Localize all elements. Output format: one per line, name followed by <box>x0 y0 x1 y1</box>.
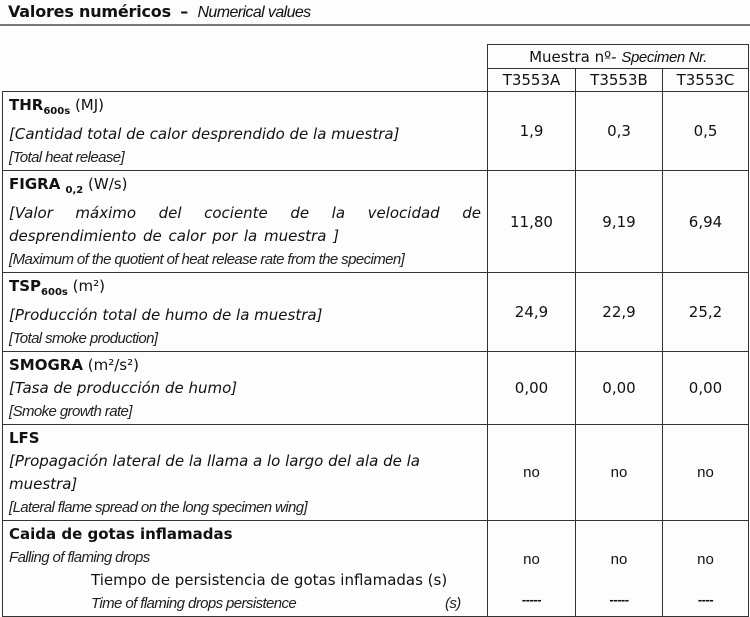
section-title-en: Numerical values <box>197 4 311 21</box>
parameter-desc-en: [Lateral flame spread on the long specimen wing] <box>9 499 308 516</box>
numerical-values-table <box>2 44 749 617</box>
value-cell: 0,00 <box>576 352 663 425</box>
drops-time-en: Time of flaming drops persistence <box>91 595 297 612</box>
table-row-flaming-drops <box>3 521 749 617</box>
value-cell: 9,19 <box>576 171 663 273</box>
drops-value: no <box>697 550 714 568</box>
parameter-abbr: SMOGRA <box>9 356 83 374</box>
drops-value: no <box>523 550 540 568</box>
parameter-cell <box>3 273 488 352</box>
title-separator: – <box>180 2 189 21</box>
value-cell: no <box>576 425 663 521</box>
parameter-desc-es: [Tasa de producción de humo] <box>9 379 238 397</box>
parameter-desc-en: [Maximum of the quotient of heat release rate from the specimen] <box>9 251 405 268</box>
parameter-unit: (m²/s²) <box>87 356 139 374</box>
specimen-header-en: Specimen Nr. <box>621 48 707 66</box>
drops-title-en: Falling of flaming drops <box>9 549 150 566</box>
drops-value: no <box>610 550 628 568</box>
drops-value-cell <box>576 521 663 617</box>
value-cell: no <box>488 425 576 521</box>
drops-time-value: ----- <box>521 591 542 607</box>
parameter-abbr: $TSP_{600s}$ <box>9 277 68 298</box>
parameter-cell <box>3 171 488 273</box>
parameter-cell <box>3 352 488 425</box>
parameter-desc-es: [Propagación lateral de la llama a lo largo del ala de la muestra] <box>9 452 420 493</box>
parameter-abbr: LFS <box>9 429 40 447</box>
drops-time-unit: (s) <box>445 595 461 612</box>
section-title-es: Valores numéricos <box>8 2 171 21</box>
drops-value-cell <box>488 521 576 617</box>
table-row-tsp <box>3 273 749 352</box>
parameter-abbr: $THR_{600s}$ <box>9 96 71 117</box>
parameter-cell <box>3 425 488 521</box>
parameter-desc-es: [Cantidad total de calor desprendido de la muestra] <box>9 125 400 143</box>
header-blank-cell <box>3 45 488 92</box>
drops-time-en-line <box>9 592 481 615</box>
specimen-header <box>488 45 749 69</box>
parameter-desc-es: [Valor máximo del cociente de la velocidad de desprendimiento de calor por la muestra ] <box>9 204 481 245</box>
parameter-unit: (W/s) <box>88 175 128 193</box>
value-cell: 11,80 <box>488 171 576 273</box>
value-cell: 0,00 <box>488 352 576 425</box>
value-cell: no <box>663 425 749 521</box>
value-cell: 24,9 <box>488 273 576 352</box>
value-cell: 0,00 <box>663 352 749 425</box>
specimen-id: T3553B <box>576 69 663 92</box>
parameter-cell <box>3 521 488 617</box>
specimen-id: T3553A <box>488 69 576 92</box>
value-cell: 1,9 <box>488 92 576 171</box>
table-row-figra <box>3 171 749 273</box>
specimen-header-es: Muestra nº- <box>529 47 617 66</box>
drops-time-value: ----- <box>609 591 629 607</box>
parameter-desc-en: [Total smoke production] <box>9 330 158 347</box>
table-row-lfs <box>3 425 749 521</box>
specimen-id: T3553C <box>663 69 749 92</box>
drops-value-cell <box>663 521 749 617</box>
value-cell: 6,94 <box>663 171 749 273</box>
parameter-cell <box>3 92 488 171</box>
value-cell: 0,5 <box>663 92 749 171</box>
parameter-desc-es: [Producción total de humo de la muestra] <box>9 306 323 324</box>
parameter-abbr: FIGRA $_{0,2}$ <box>9 175 84 196</box>
title-underline <box>0 24 750 26</box>
specimen-header-row <box>3 45 749 69</box>
section-title <box>8 2 311 22</box>
value-cell: 0,3 <box>576 92 663 171</box>
parameter-desc-en: [Smoke growth rate] <box>9 403 132 420</box>
drops-time-value: ---- <box>697 591 714 607</box>
parameter-unit: (MJ) <box>74 96 105 114</box>
drops-title-es: Caida de gotas inflamadas <box>9 525 233 543</box>
value-cell: 25,2 <box>663 273 749 352</box>
value-cell: 22,9 <box>576 273 663 352</box>
table-row-thr <box>3 92 749 171</box>
table-row-smogra <box>3 352 749 425</box>
parameter-unit: (m²) <box>72 277 105 295</box>
drops-time-es: Tiempo de persistencia de gotas inflamadas (s) <box>91 571 448 589</box>
parameter-desc-en: [Total heat release] <box>9 149 125 166</box>
